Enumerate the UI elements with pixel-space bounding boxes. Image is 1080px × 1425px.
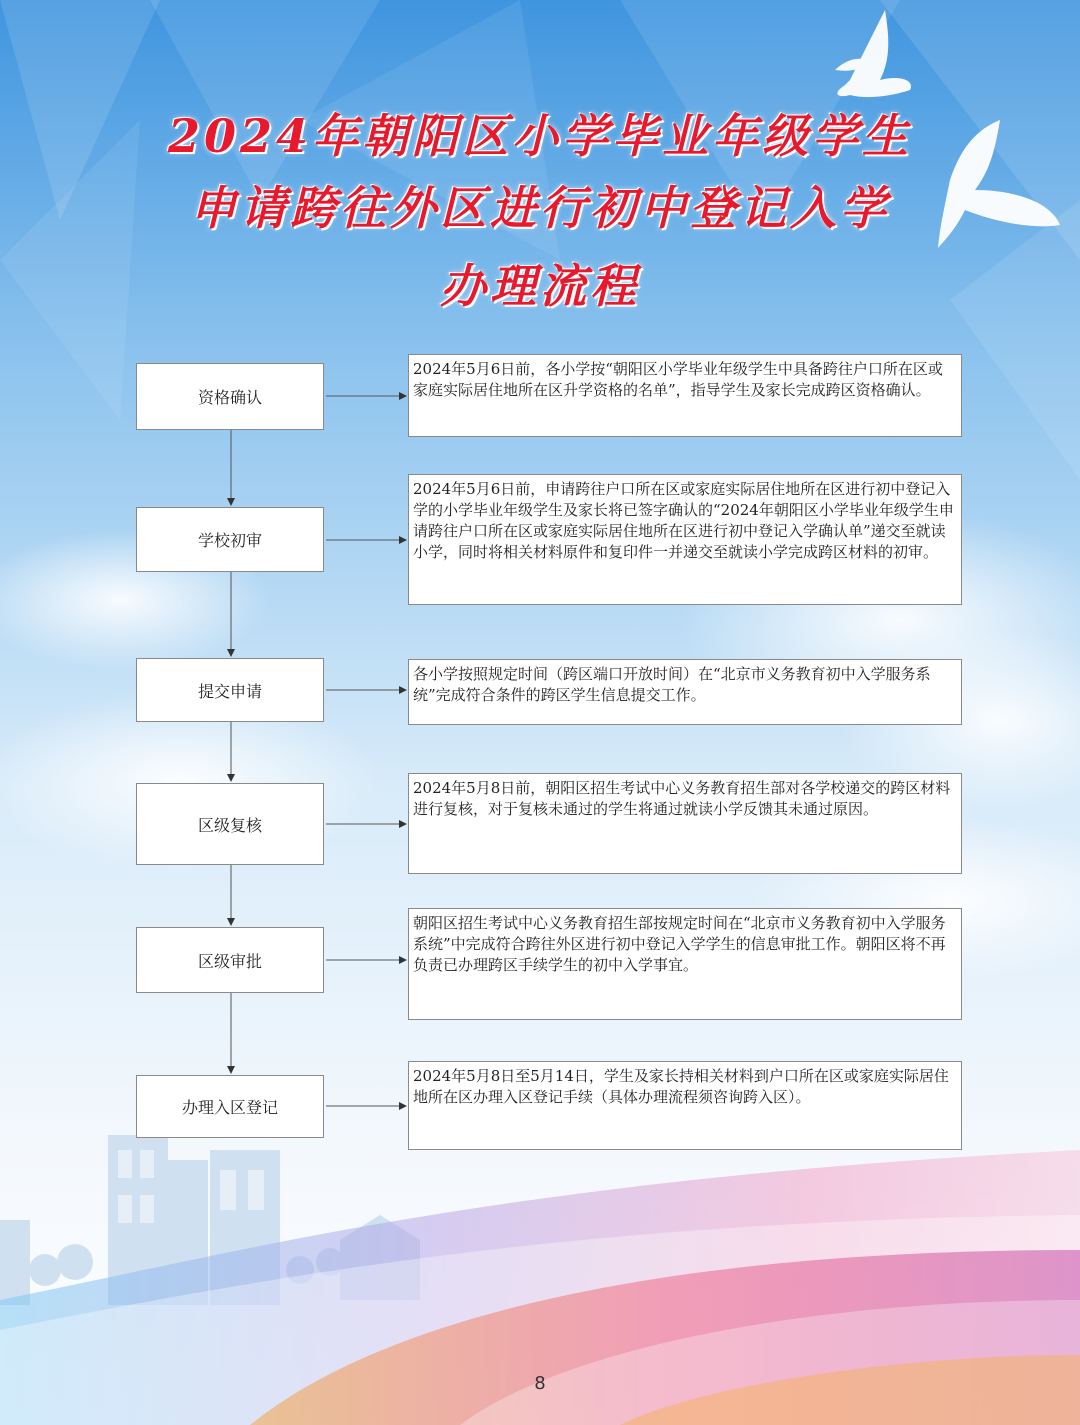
step-description-2: 2024年5月6日前，申请跨往户口所在区或家庭实际居住地所在区进行初中登记入学的小学毕业年级学生及家长将已签字确认的“2024年朝阳区小学毕业年级学生申请跨往户口所在区或家庭实际居住地所在区进行初中登记入学确认单”递交至就读小学，同时将相关材料原件和复印件一并递交至就读小学完成跨区材料的初审。: [408, 474, 962, 605]
step-box-3: 提交申请: [136, 658, 324, 722]
step-box-4: 区级复核: [136, 783, 324, 865]
title-line-1: 2024年朝阳区小学毕业年级学生: [167, 109, 913, 163]
step-description-1: 2024年5月6日前，各小学按“朝阳区小学毕业年级学生中具备跨往户口所在区或家庭实际居住地所在区升学资格的名单”，指导学生及家长完成跨区资格确认。: [408, 354, 962, 437]
title-line-2: 申请跨往外区进行初中登记入学: [190, 181, 890, 235]
step-box-6: 办理入区登记: [136, 1075, 324, 1138]
step-box-2: 学校初审: [136, 507, 324, 572]
step-description-5: 朝阳区招生考试中心义务教育招生部按规定时间在“北京市义务教育初中入学服务系统”中完成符合跨往外区进行初中登记入学学生的信息审批工作。朝阳区将不再负责已办理跨区手续学生的初中入学事宜。: [408, 908, 962, 1020]
step-box-5: 区级审批: [136, 927, 324, 993]
step-description-6: 2024年5月8日至5月14日，学生及家长持相关材料到户口所在区或家庭实际居住地所在区办理入区登记手续（具体办理流程须咨询跨入区）。: [408, 1061, 962, 1150]
step-description-3: 各小学按照规定时间（跨区端口开放时间）在“北京市义务教育初中入学服务系统”完成符合条件的跨区学生信息提交工作。: [408, 659, 962, 725]
title-line-3: 办理流程: [440, 259, 640, 313]
step-description-4: 2024年5月8日前，朝阳区招生考试中心义务教育招生部对各学校递交的跨区材料进行复核，对于复核未通过的学生将通过就读小学反馈其未通过原因。: [408, 773, 962, 874]
step-box-1: 资格确认: [136, 363, 324, 430]
page-number: 8: [534, 1373, 546, 1394]
